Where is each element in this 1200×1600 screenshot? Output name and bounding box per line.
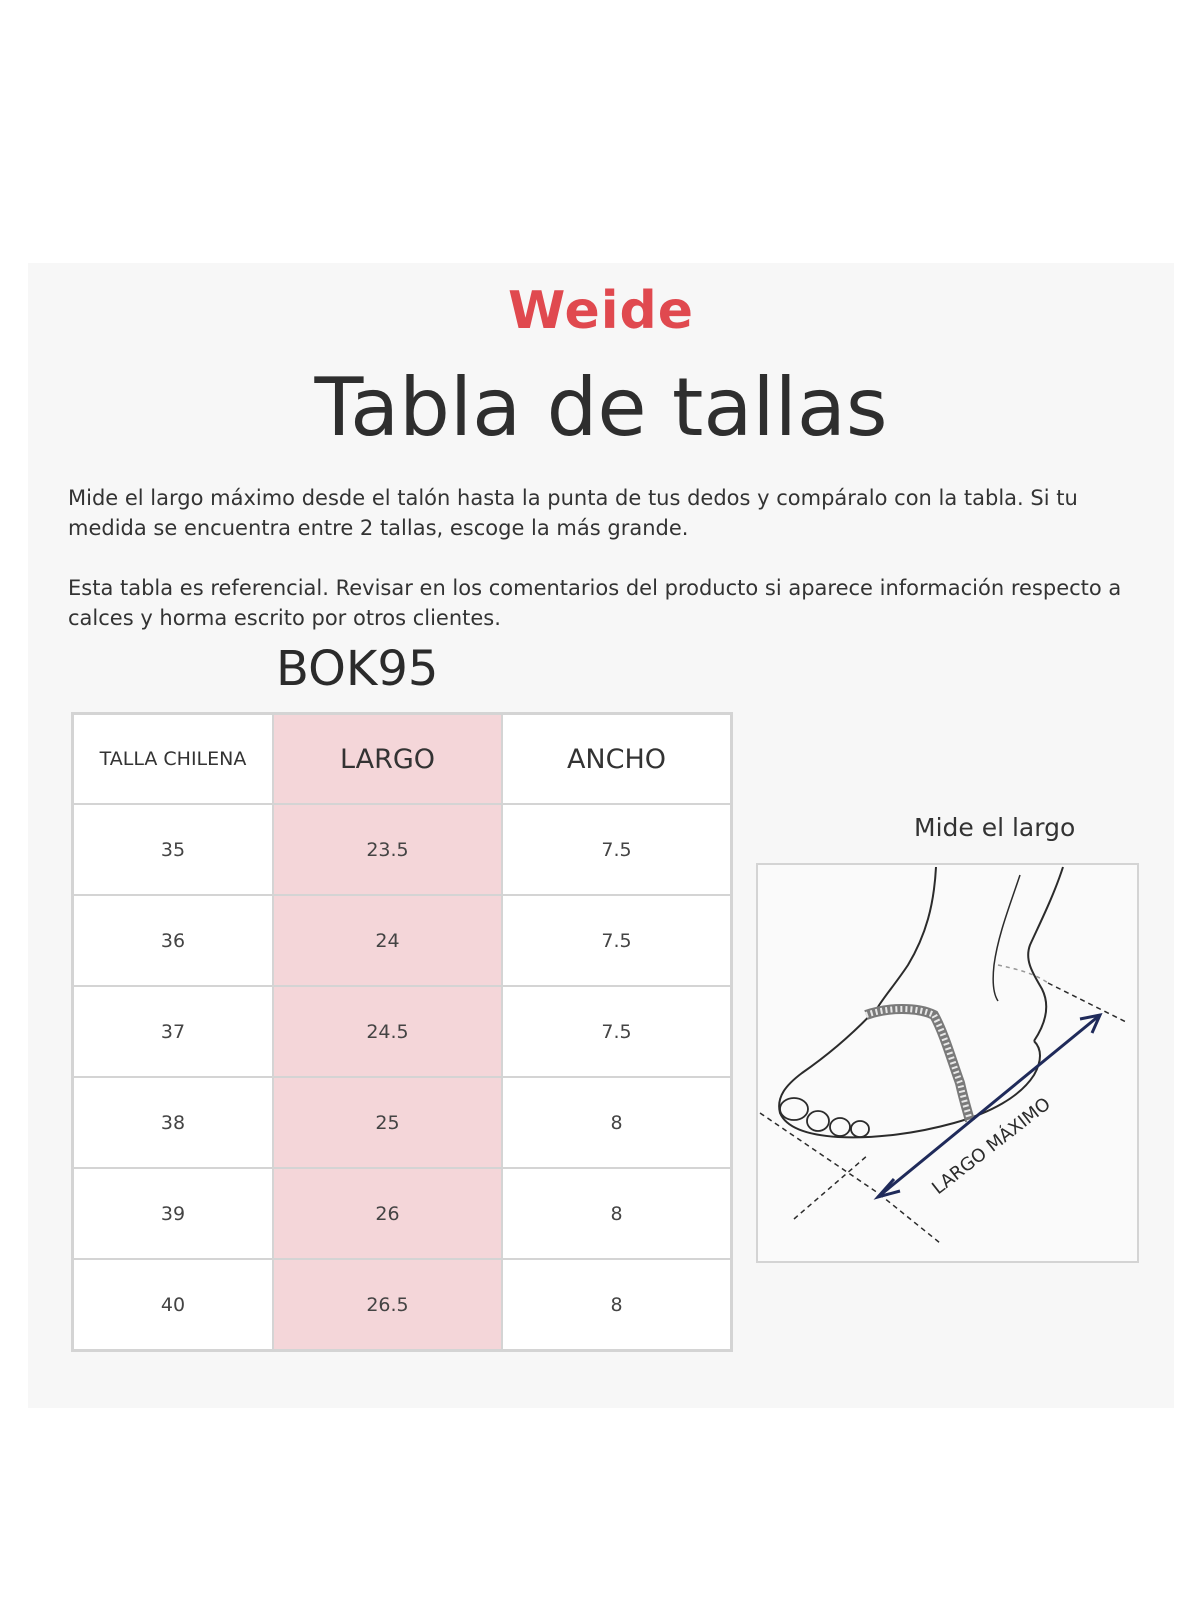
cell-talla: 36 [73,895,274,986]
model-code: BOK95 [276,641,439,697]
table-row [73,895,732,986]
cell-ancho: 8 [502,1259,732,1351]
largo-maximo-label: LARGO MÁXIMO [928,1093,1055,1199]
cell-largo: 26 [273,1168,502,1259]
cell-largo: 25 [273,1077,502,1168]
table-row [73,1168,732,1259]
brand-logo: Weide [507,281,695,341]
foot-illustration [758,865,1137,1261]
cell-talla: 35 [73,804,274,895]
cell-ancho: 8 [502,1168,732,1259]
cell-talla: 37 [73,986,274,1077]
cell-largo: 24.5 [273,986,502,1077]
table-row [73,1259,732,1351]
cell-ancho: 7.5 [502,804,732,895]
table-header-row [73,714,732,805]
cell-talla: 40 [73,1259,274,1351]
disclaimer-text: Esta tabla es referencial. Revisar en los comentarios del producto si aparece información respecto a calces y horma escrito por otros clientes. [68,576,1122,630]
instruction-text: Mide el largo máximo desde el talón hasta la punta de tus dedos y compáralo con la tabla. Si tu medida se encuentra entre 2 tallas, escoge la más grande. [68,486,1078,540]
cell-largo: 26.5 [273,1259,502,1351]
table-row [73,804,732,895]
cell-largo: 23.5 [273,804,502,895]
cell-ancho: 8 [502,1077,732,1168]
size-table [71,712,733,1352]
cell-largo: 24 [273,895,502,986]
cell-talla: 38 [73,1077,274,1168]
size-chart-panel [28,263,1174,1408]
header-largo: LARGO [273,714,502,805]
cell-talla: 39 [73,1168,274,1259]
foot-measure-diagram [756,863,1139,1263]
cell-ancho: 7.5 [502,986,732,1077]
header-ancho: ANCHO [502,714,732,805]
page-title: Tabla de tallas [314,361,888,454]
table-row [73,986,732,1077]
cell-ancho: 7.5 [502,895,732,986]
diagram-caption: Mide el largo [914,813,1076,842]
header-talla-chilena: TALLA CHILENA [73,714,274,805]
table-row [73,1077,732,1168]
